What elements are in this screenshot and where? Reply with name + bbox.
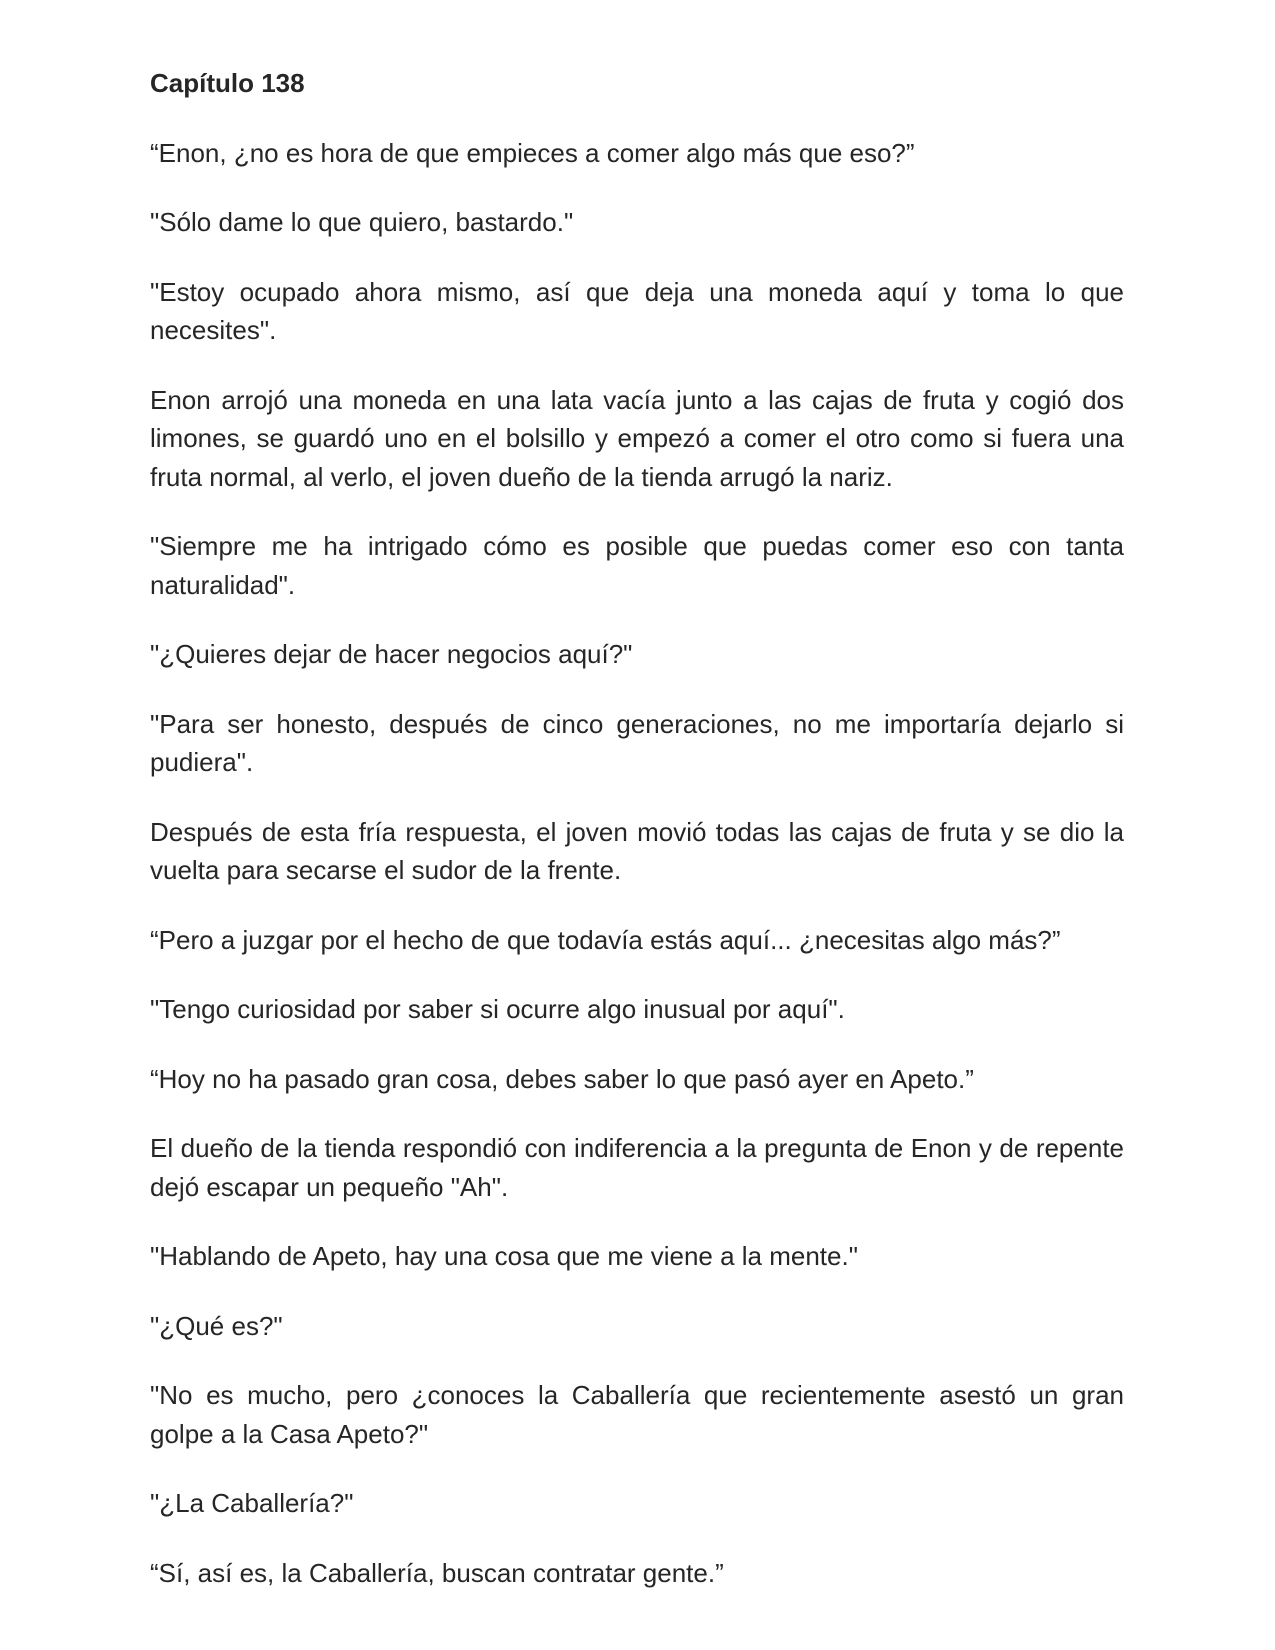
paragraph: “Sí, así es, la Caballería, buscan contratar gente.” — [150, 1557, 724, 1588]
document-page — [150, 64, 1124, 1592]
paragraph: “Enon, ¿no es hora de que empieces a comer algo más que eso?” — [150, 137, 915, 168]
paragraph: "¿Quieres dejar de hacer negocios aquí?" — [150, 639, 633, 669]
paragraph: "Para ser honesto, después de cinco generaciones, no me importaría dejarlo si pudiera". — [150, 708, 1124, 777]
chapter-title: Capítulo 138 — [150, 68, 305, 98]
paragraph: Enon arrojó una moneda en una lata vacía junto a las cajas de fruta y cogió dos limones, se guardó uno en el bolsillo y empezó a comer el otro como si fuera una fruta normal, al verlo, el joven dueño de la tienda arrugó la nariz. — [150, 384, 1124, 492]
paragraph: El dueño de la tienda respondió con indiferencia a la pregunta de Enon y de repente dejó escapar un pequeño "Ah". — [150, 1133, 1124, 1202]
paragraph: "Sólo dame lo que quiero, bastardo." — [150, 207, 574, 237]
paragraph: "Estoy ocupado ahora mismo, así que deja una moneda aquí y toma lo que necesites". — [150, 276, 1124, 345]
paragraph: Después de esta fría respuesta, el joven movió todas las cajas de fruta y se dio la vuelta para secarse el sudor de la frente. — [150, 816, 1124, 885]
paragraph: "Siempre me ha intrigado cómo es posible que puedas comer eso con tanta naturalidad". — [150, 531, 1124, 600]
paragraph: “Pero a juzgar por el hecho de que todavía estás aquí... ¿necesitas algo más?” — [150, 924, 1061, 955]
paragraph: "Hablando de Apeto, hay una cosa que me viene a la mente." — [150, 1241, 858, 1271]
paragraph: "Tengo curiosidad por saber si ocurre algo inusual por aquí". — [150, 994, 845, 1024]
paragraph: “Hoy no ha pasado gran cosa, debes saber lo que pasó ayer en Apeto.” — [150, 1063, 974, 1094]
paragraph: "¿Qué es?" — [150, 1310, 283, 1341]
paragraph: "¿La Caballería?" — [150, 1488, 354, 1518]
paragraph: "No es mucho, pero ¿conoces la Caballería que recientemente asestó un gran golpe a la Casa Apeto?" — [150, 1380, 1124, 1449]
